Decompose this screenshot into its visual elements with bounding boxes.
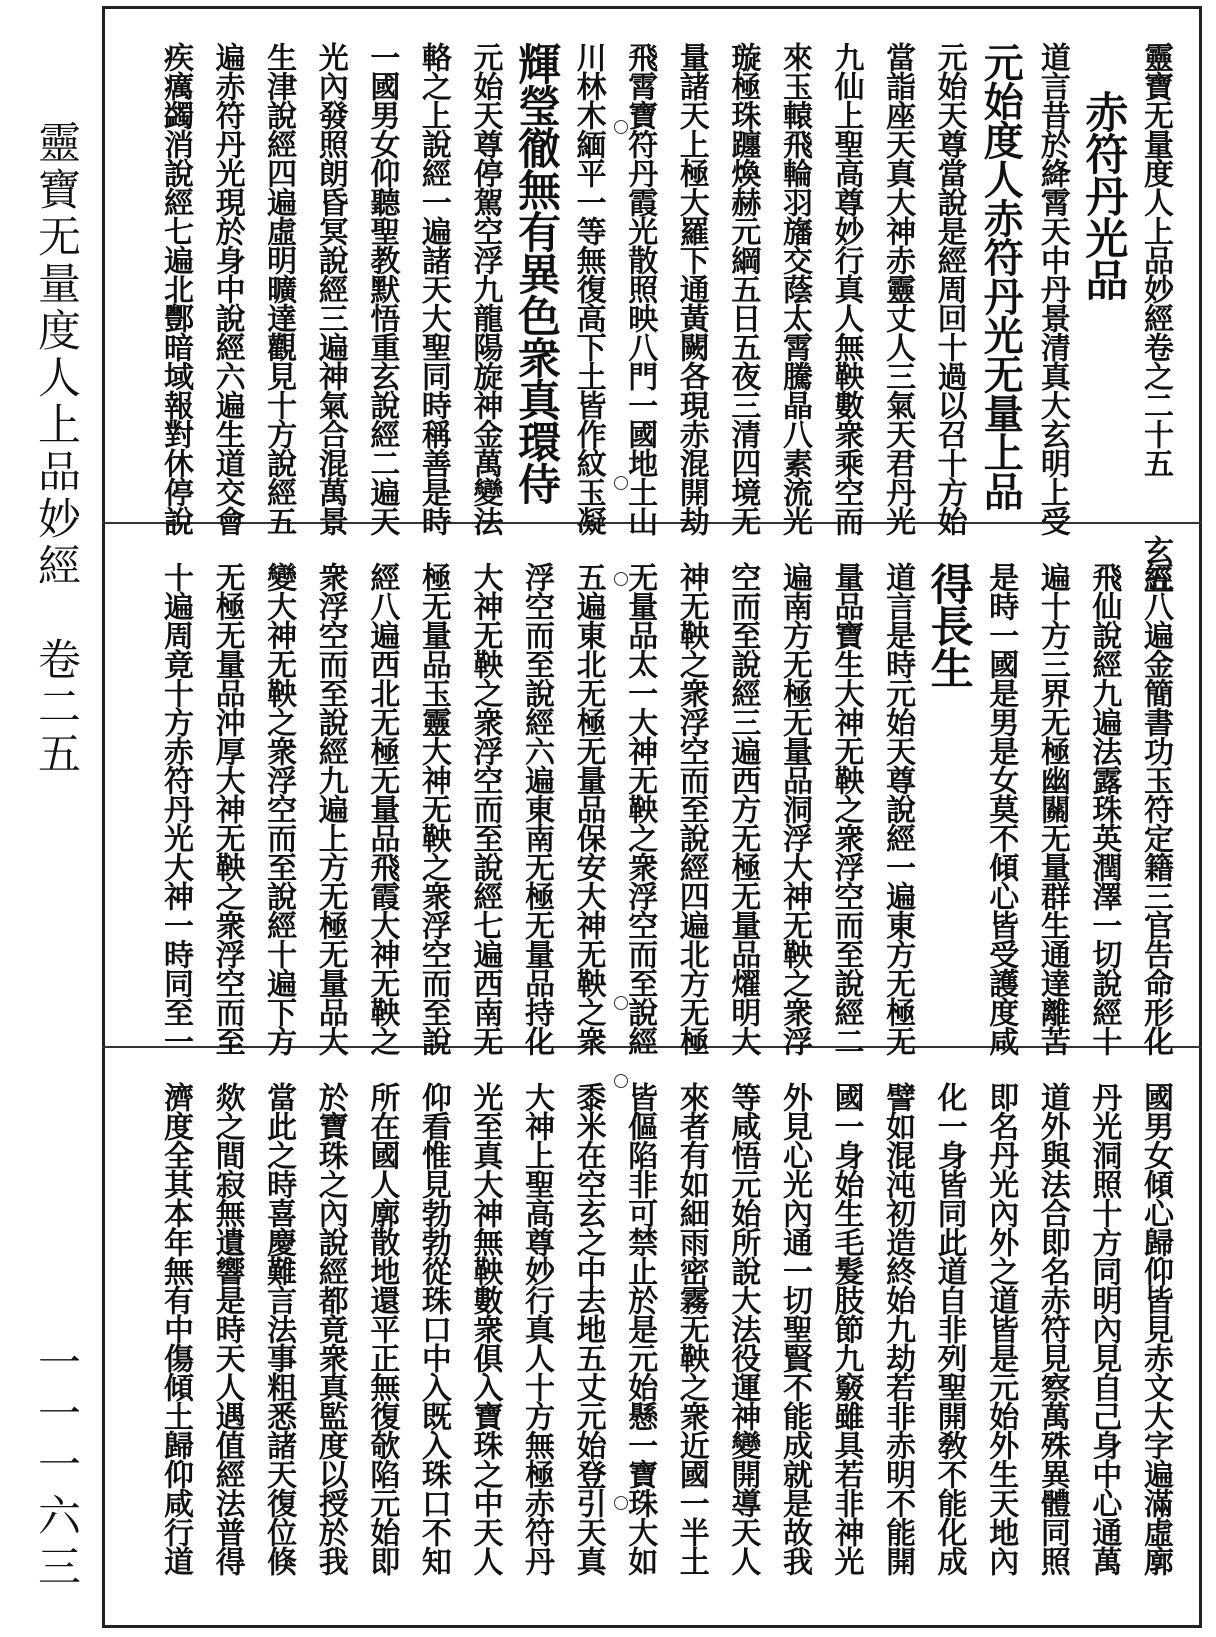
text-panel-3 — [150, 1082, 1180, 1575]
text-column: 元始度人赤符丹光无量上品 — [977, 42, 1025, 510]
text-column: 黍米在空玄之中去地五丈元始登引天真 — [570, 1082, 606, 1575]
text-column: 丹光洞照十方同明內見自己身中心通萬 — [1086, 1082, 1122, 1575]
text-column: 道言昔於絳霄天中丹景清真大玄明上受 — [1034, 42, 1070, 535]
text-column: 化一身皆同此道自非列聖開敎不能化成 — [931, 1082, 967, 1575]
text-column: 即名丹光內外之道皆是元始外生天地內 — [983, 1082, 1019, 1575]
text-column: 飛仙說經九遍法露珠英潤澤一切說經十 — [1086, 562, 1122, 1055]
text-column: 五遍東北无極无量品保安大神无鞅之衆 — [570, 562, 606, 1055]
margin-page-number: 一一一六三 — [31, 1340, 81, 1595]
punctuation-circle — [614, 476, 628, 490]
text-column: 十遍周竟十方赤符丹光大神一時同至一 — [158, 562, 193, 1055]
text-column: 經八遍金簡書功玉符定籍三官告命形化 — [1137, 562, 1173, 1055]
text-column: 疾癘蠲消說經七遍北酆暗域報對休停說 — [158, 42, 193, 535]
text-column: 極无量品玉靈大神无鞅之衆浮空而至說 — [415, 562, 451, 1055]
text-column: 九仙上聖高尊妙行真人無鞅數衆乘空而 — [828, 42, 864, 535]
text-column: 輝瑩徹無有異色衆真環侍 — [511, 42, 562, 504]
text-panel-2 — [150, 562, 1180, 1055]
text-column: 經八遍西北无極无量品飛霞大神无鞅之 — [364, 562, 400, 1055]
text-column: 量諸天上極大羅下通黃闕各現赤混開劫 — [673, 42, 709, 535]
text-column: 元始天尊當說是經周回十過以召十方始 — [931, 42, 967, 535]
punctuation-circle — [614, 1496, 628, 1510]
text-column: 空而至說經三遍西方无極无量品燿明大 — [725, 562, 761, 1055]
text-column: 等咸悟元始所說大法役運神變開導天人 — [725, 1082, 761, 1575]
text-column: 所在國人廓散地還平正無復欹陷元始即 — [364, 1082, 400, 1575]
text-column: 量品寶生大神无鞅之衆浮空而至說經二 — [828, 562, 864, 1055]
text-column: 來玉轅飛輪羽旛交蔭太霄騰晶八素流光 — [776, 42, 812, 535]
text-column: 仰看惟見勃勃從珠口中入既入珠口不知 — [415, 1082, 451, 1575]
text-column: 道外與法合即名赤符見察萬殊異體同照 — [1034, 1082, 1070, 1575]
text-column: 輅之上說經一遍諸天大聖同時稱善是時 — [415, 42, 451, 535]
text-column: 靈寶无量度人上品妙經卷之二十五 玄五 — [1137, 42, 1173, 593]
text-column: 國一身始生毛髮肢節九竅雖具若非神光 — [828, 1082, 864, 1575]
text-column: 得長生 — [923, 562, 974, 688]
text-column: 道言是時元始天尊說經一遍東方无極无 — [880, 562, 916, 1055]
text-column: 飛霄寶符丹霞光散照映八門一國地土山 — [622, 42, 658, 535]
text-column: 遍南方无極无量品洞浮大神无鞅之衆浮 — [776, 562, 812, 1055]
text-column: 浮空而至說經六遍東南无極无量品持化 — [519, 562, 555, 1055]
text-column: 外見心光內通一切聖賢不能成就是故我 — [776, 1082, 812, 1575]
text-column: 皆傴陷非可禁止於是元始懸一寶珠大如 — [622, 1082, 658, 1575]
text-column: 璇極珠躔煥赫元綱五日五夜三清四境无 — [725, 42, 761, 535]
text-column: 神无鞅之衆浮空而至說經四遍北方无極 — [673, 562, 709, 1055]
text-column: 欻之間寂無遺響是時天人遇值經法普得 — [209, 1082, 245, 1575]
text-column: 川林木緬平一等無復高下土皆作紋玉凝 — [570, 42, 606, 535]
text-column: 遍十方三界无極幽關无量群生通達離苦 — [1034, 562, 1070, 1055]
text-column: 无極无量品沖厚大神无鞅之衆浮空而至 — [209, 562, 245, 1055]
text-column: 於寶珠之內說經都竟衆真監度以授於我 — [312, 1082, 348, 1575]
text-column: 衆浮空而至說經九遍上方无極无量品大 — [312, 562, 348, 1055]
text-column: 遍赤符丹光現於身中說經六遍生道交會 — [209, 42, 245, 535]
text-column: 大神上聖高尊妙行真人十方無極赤符丹 — [519, 1082, 555, 1575]
punctuation-circle — [614, 1074, 628, 1088]
text-column: 譬如混沌初造終始九劫若非赤明不能開 — [880, 1082, 916, 1575]
text-column: 來者有如細雨密霧无鞅之衆近國一半土 — [673, 1082, 709, 1575]
text-column: 當詣座天真大神赤靈丈人三氣天君丹光 — [880, 42, 916, 535]
text-column: 變大神无鞅之衆浮空而至說經十遍下方 — [261, 562, 297, 1055]
text-column: 生津說經四遍虛明曠達觀見十方說經五 — [261, 42, 297, 535]
text-column: 元始天尊停駕空浮九龍陽旋神金萬變法 — [467, 42, 503, 535]
punctuation-circle — [614, 996, 628, 1010]
text-panel-1 — [150, 42, 1180, 593]
text-column: 國男女傾心歸仰皆見赤文大字遍滿虛廓 — [1137, 1082, 1173, 1575]
punctuation-circle — [614, 572, 628, 586]
text-column: 當此之時喜慶難言法事粗悉諸天復位倏 — [261, 1082, 297, 1575]
text-column: 光至真大神無鞅數衆俱入寶珠之中天人 — [467, 1082, 503, 1575]
margin-title: 靈寶无量度人上品妙經 卷二五 — [31, 120, 81, 778]
text-column: 无量品太一大神无鞅之衆浮空而至說經 — [622, 562, 658, 1055]
punctuation-circle — [614, 120, 628, 134]
text-column: 濟度全其本年無有中傷傾土歸仰咸行道 — [158, 1082, 193, 1575]
text-column: 是時一國是男是女莫不傾心皆受護度咸 — [983, 562, 1019, 1055]
text-column: 光內發照朗昏冥說經三遍神氣合混萬景 — [312, 42, 348, 535]
text-column: 大神无鞅之衆浮空而至說經七遍西南无 — [467, 562, 503, 1055]
text-column: 赤符丹光品 — [1078, 90, 1129, 300]
text-column: 一國男女仰聽聖教默悟重玄說經二遍天 — [364, 42, 400, 535]
